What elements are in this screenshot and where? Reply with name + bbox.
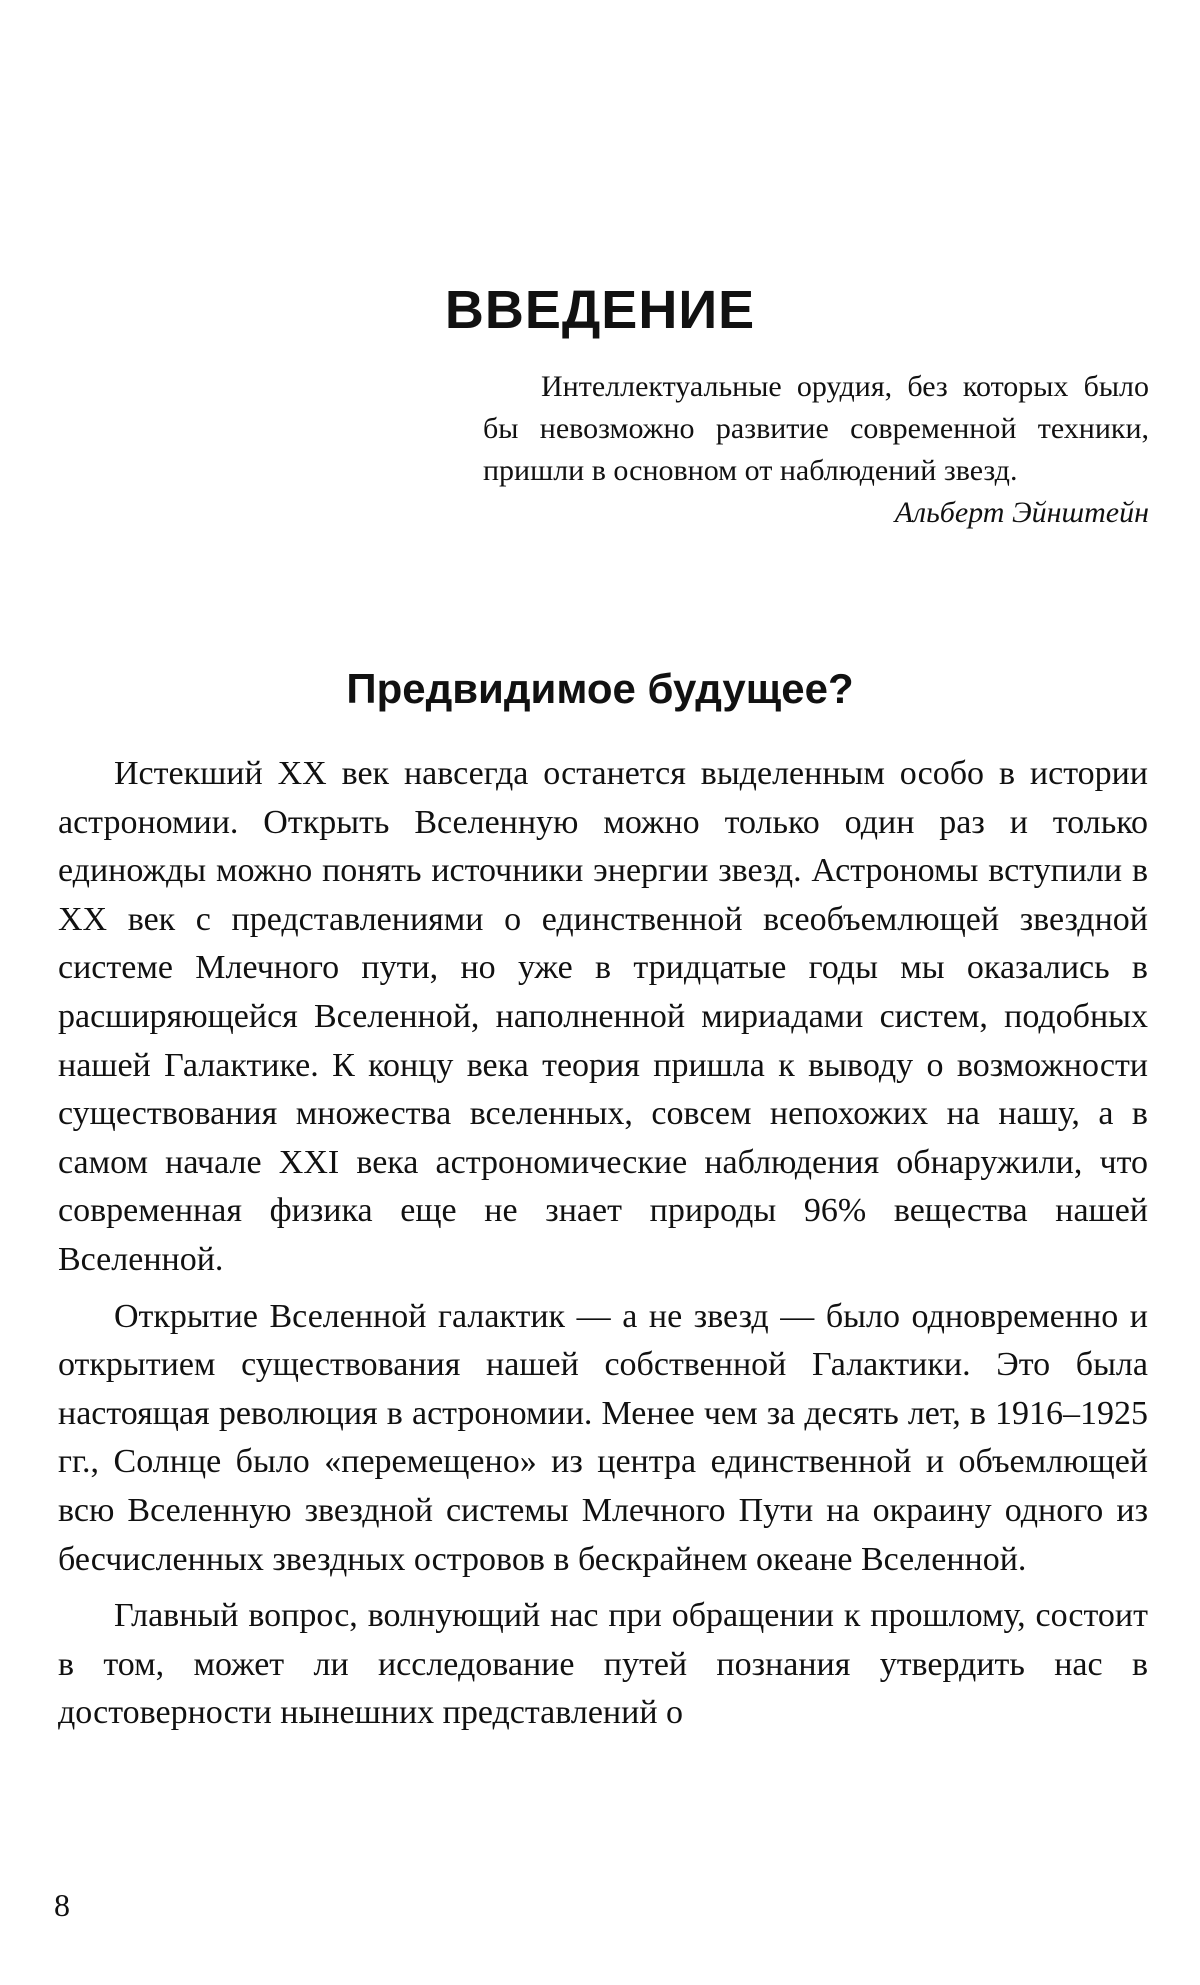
body-text <box>58 750 1148 1746</box>
epigraph-author: Альберт Эйнштейн <box>894 496 1149 529</box>
page-number: 8 <box>54 1887 70 1923</box>
paragraph: Главный вопрос, волнующий нас при обращении к прошлому, состоит в том, может ли исследование путей познания утвердить нас в достоверности нынешних представлений о <box>58 1597 1148 1732</box>
epigraph <box>483 366 1149 534</box>
chapter-title: ВВЕДЕНИЕ <box>444 280 756 340</box>
paragraph: Истекший XX век навсегда останется выделенным особо в истории астрономии. Открыть Вселенную можно только один раз и только единожды можно понять источники энергии звезд. Астрономы вступили в XX век с представлениями о единственной всеобъемлющей звездной системе Млечного пути, но уже в тридцатые годы мы оказались в расширяющейся Вселенной, наполненной мириадами систем, подобных нашей Галактике. К концу века теория пришла к выводу о возможности существования множества вселенных, совсем непохожих на нашу, а в самом начале XXI века астрономические наблюдения обнаружили, что современная физика еще не знает природы 96% вещества нашей Вселенной. <box>58 755 1148 1278</box>
paragraph: Открытие Вселенной галактик — а не звезд — было одновременно и открытием существования нашей собственной Галактики. Это была настоящая революция в астрономии. Менее чем за десять лет, в 1916–1925 гг., Солнце было «перемещено» из центра единственной и объемлющей всю Вселенную звездной системы Млечного Пути на окраину одного из бесчисленных звездных островов в бескрайнем океане Вселенной. <box>58 1297 1148 1578</box>
section-title: Предвидимое будущее? <box>346 665 854 712</box>
epigraph-text: Интеллектуальные орудия, без которых было бы невозможно развитие современной техники, пришли в основном от наблюдений звезд. <box>483 370 1149 487</box>
